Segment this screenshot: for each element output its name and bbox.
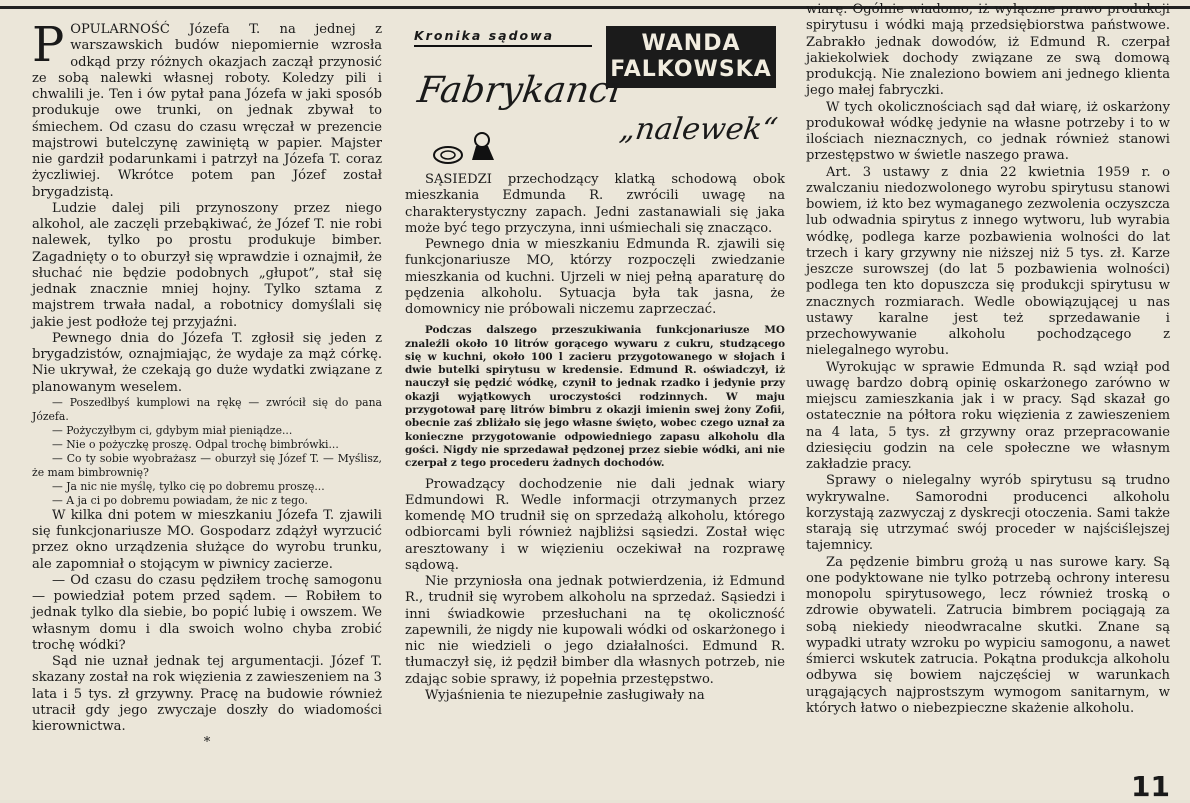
- col3-paragraph-4: Wyrokując w sprawie Edmunda R. sąd wziął pod uwagę bardzo dobrą opinię oskarżonego zarówno w miejscu zamieszkania jak i w pracy. Sąd skazał go ostatecznie na półtora roku więzienia z zawieszeniem na 4 lata, 5 tys. zł grzywny oraz przepracowanie dziesięciu godzin na cele społeczne we własnym zakładzie pracy.: [806, 359, 1170, 472]
- col1-dialog-6: — A ja ci po dobremu powiadam, że nic z tego.: [52, 493, 308, 507]
- col1-paragraph-4: W kilka dni potem w mieszkaniu Józefa T. zjawili się funkcjonariusze MO. Gospodarz zdążył wyrzucić przez okno urządzenia służące do wyrobu trunku, ale zapomniał o stojącym w piwnicy zacierze.: [32, 507, 382, 572]
- article-title-line-1: Fabrykanci: [415, 70, 624, 111]
- col2-paragraph-2: Pewnego dnia w mieszkaniu Edmunda R. zjawili się funkcjonariusze MO, którzy rozpoczęli zwiedzanie mieszkania od kuchni. Ujrzeli w niej pełną aparaturę do pędzenia alkoholu. Sytuacja była tak jasna, że domownicy nie próbowali niczemu zaprzeczać.: [405, 237, 785, 317]
- col1-paragraph-6: Sąd nie uznał jednak tej argumentacji. Józef T. skazany został na rok więzienia z zawieszeniem na 3 lata i 5 tys. zł grzywny. Pracę na budowie również utracił gdy jego zwyczaje doszły do wiadomości kierownictwa.: [32, 654, 382, 734]
- col1-dialog-4: — Co ty sobie wyobrażasz — oburzył się Józef T. — Myślisz, że mam bimbrownię?: [32, 451, 382, 479]
- column-2: [405, 172, 785, 704]
- col1-paragraph-2: Ludzie dalej pili przynoszony przez niego alkohol, ale zaczęli przebąkiwać, że Józef T. nie robi nalewek, tylko po prostu produkuje bimber. Zagadnięty o to oburzył się wprawdzie i oznajmił, że słuchać nie będzie podobnych „głupot”, stał się jednak znacznie mniej hojny. Tylko sztama z majstrem trwała nadal, a robotnicy domyślali się jakie jest podłoże tej przyjaźni.: [32, 200, 382, 330]
- col3-paragraph-2: W tych okolicznościach sąd dał wiarę, iż oskarżony produkował wódkę jedynie na własne potrzeby i to w ilościach nieznacznych, co jednak również stanowi przestępstwo w świetle naszego prawa.: [806, 99, 1170, 164]
- drop-cap: P: [32, 17, 65, 73]
- page-number: 11: [1131, 770, 1170, 803]
- col3-paragraph-5: Sprawy o nielegalny wyrób spirytusu są trudno wykrywalne. Samorodni producenci alkoholu korzystają zazwyczaj z dyskrecji otoczenia. Sami także starają się utrzymać swój proceder w najściślejszej tajemnicy.: [806, 473, 1170, 554]
- section-star: *: [203, 735, 211, 751]
- col3-paragraph-6: Za pędzenie bimbru grożą u nas surowe kary. Są one podyktowane nie tylko potrzebą ochrony interesu monopolu spirytusowego, lecz również troską o zdrowie obywateli. Zatrucia bimbrem pociągają za sobą niekiedy nieodwracalne skutki. Znane są wypadki utraty wzroku po wypiciu samogonu, a nawet śmierci wskutek zatrucia. Pokątna produkcja alkoholu odbywa się bowiem najczęściej w warunkach urągających najprostszym wymogom sanitarnym, w których łatwo o niebezpieczne skażenie alkoholu.: [806, 554, 1170, 716]
- col2-paragraph-4: Nie przyniosła ona jednak potwierdzenia, iż Edmund R., trudnił się wyrobem alkoholu na sprzedaż. Sąsiedzi i inni świadkowie przesłuchani na tę okoliczność zapewnili, że nigdy nie kupowali wódki od oskarżonego i nic nie wiedzieli o jego działalności. Edmund R. tłumaczył się, iż pędził bimber dla własnych potrzeb, nie zdając sobie sprawy, iż popełnia przestępstwo.: [405, 574, 785, 687]
- article-title-line-2: „nalewek“: [617, 112, 780, 147]
- col2-paragraph-1: SĄSIEDZI przechodzący klatką schodową obok mieszkania Edmunda R. zwrócili uwagę na charakterystyczny zapach. Jedni zastanawiali się jaka może być tego przyczyna, inni uśmiechali się znacząco.: [405, 172, 785, 236]
- col1-paragraph-5: — Od czasu do czasu pędziłem trochę samogonu — powiedział potem przed sądem. — Robiłem to jednak tylko dla siebie, bo popić lubię i owszem. We własnym domu i dla swoich wolno chyba zrobić trochę wódki?: [32, 572, 382, 653]
- illustration-icon: [430, 128, 510, 168]
- column-3: [806, 2, 1170, 717]
- col2-paragraph-5: Wyjaśnienia te niezupełnie zasługiwały na: [425, 687, 705, 703]
- col1-p1-text: OPULARNOŚĆ Józefa T. na jednej z warszawskich budów niepomiernie wzrosła odkąd przy różnych okazjach zaczął przynosić ze sobą nalewki własnej roboty. Koledzy pili i chwalili je. Ten i ów pytał pana Józefa w jaki sposób produkuje owe trunki, on jednak zbywał to śmiechem. Od czasu do czasu wręczał w prezencie majstrowi butelczynę zawiniętą w papier. Majster nie gardził podarunkami i patrzył na Józefa T. coraz życzliwiej. Wkrótce potem pan Józef został brygadzistą.: [32, 22, 382, 200]
- col3-paragraph-3: Art. 3 ustawy z dnia 22 kwietnia 1959 r. o zwalczaniu niedozwolonego wyrobu spirytusu stanowi bowiem, iż kto bez wymaganego zezwolenia oczyszcza lub odwadnia spirytus z innego wytworu, lub wyrabia wódkę, podlega karze pozbawienia wolności do lat trzech i kary grzywny nie niższej niż 5 tys. zł. Karze jeszcze surowszej (do lat 5 pozbawienia wolności) podlega ten kto dopuszcza się produkcji spirytusu w znacznych rozmiarach. Wedle obowiązującej u nas ustawy karalne jest też sprzedawanie i przechowywanie alkoholu pochodzącego z nielegalnego wyrobu.: [806, 164, 1170, 359]
- author-first-name: WANDA: [641, 31, 741, 56]
- col1-dialog-3: — Nie o pożyczkę proszę. Odpal trochę bimbrówki...: [52, 437, 339, 451]
- col1-paragraph-1: [32, 17, 382, 201]
- col2-small-paragraph: Podczas dalszego przeszukiwania funkcjonariusze MO znaleźli około 10 litrów gorącego wywaru z cukru, studzącego się w kuchni, około 100 l zacieru przygotowanego w słojach i dwie butelki spirytusu w kredensie. Edmund R. oświadczył, iż nauczył się pędzić wódkę, czynił to jednak rzadko i jedynie przy okazji wyjątkowych uroczystości rodzinnych. W maju przygotował parę litrów bimbru z okazji imienin swej żony Zofii, obecnie zaś zbliżało się jego własne święto, wobec czego uznał za konieczne przygotowanie odpowiedniego zapasu alkoholu dla gości. Nigdy nie sprzedawał pędzonej przez siebie wódki, ani nie czerpał z tego procederu żadnych dochodów.: [405, 324, 785, 470]
- author-box: [606, 26, 776, 88]
- col1-dialog-1: — Poszedłbyś kumplowi na rękę — zwrócił się do pana Józefa.: [32, 395, 382, 423]
- col1-paragraph-3: Pewnego dnia do Józefa T. zgłosił się jeden z brygadzistów, oznajmiając, że wydaje za mąż córkę. Nie ukrywał, że czekają go duże wydatki związane z planowanym weselem.: [32, 330, 382, 395]
- author-last-name: FALKOWSKA: [610, 57, 772, 82]
- col2-paragraph-3: Prowadzący dochodzenie nie dali jednak wiary Edmundowi R. Wedle informacji otrzymanych przez komendę MO trudnił się on sprzedażą alkoholu, którego odbiorcami byli również najbliżsi sąsiedzi. Został więc aresztowany i w więzieniu oczekiwał na rozprawę sądową.: [405, 476, 785, 573]
- col1-dialog-2: — Pożyczyłbym ci, gdybym miał pieniądze...: [52, 423, 293, 437]
- column-1: [32, 17, 382, 752]
- section-label: Kronika sądowa: [414, 28, 592, 47]
- col1-dialog-5: — Ja nic nie myślę, tylko cię po dobremu proszę...: [52, 479, 325, 493]
- col3-paragraph-1: wiarę. Ogólnie wiadomo, iż wyłączne prawo produkcji spirytusu i wódki mają przedsiębiorstwa państwowe. Zabrakło jednak dowodów, iż Edmund R. czerpał jakiekolwiek dochody związane ze swą domową produkcją. Nie znaleziono bowiem ani jednego klienta jego małej fabryczki.: [806, 2, 1170, 99]
